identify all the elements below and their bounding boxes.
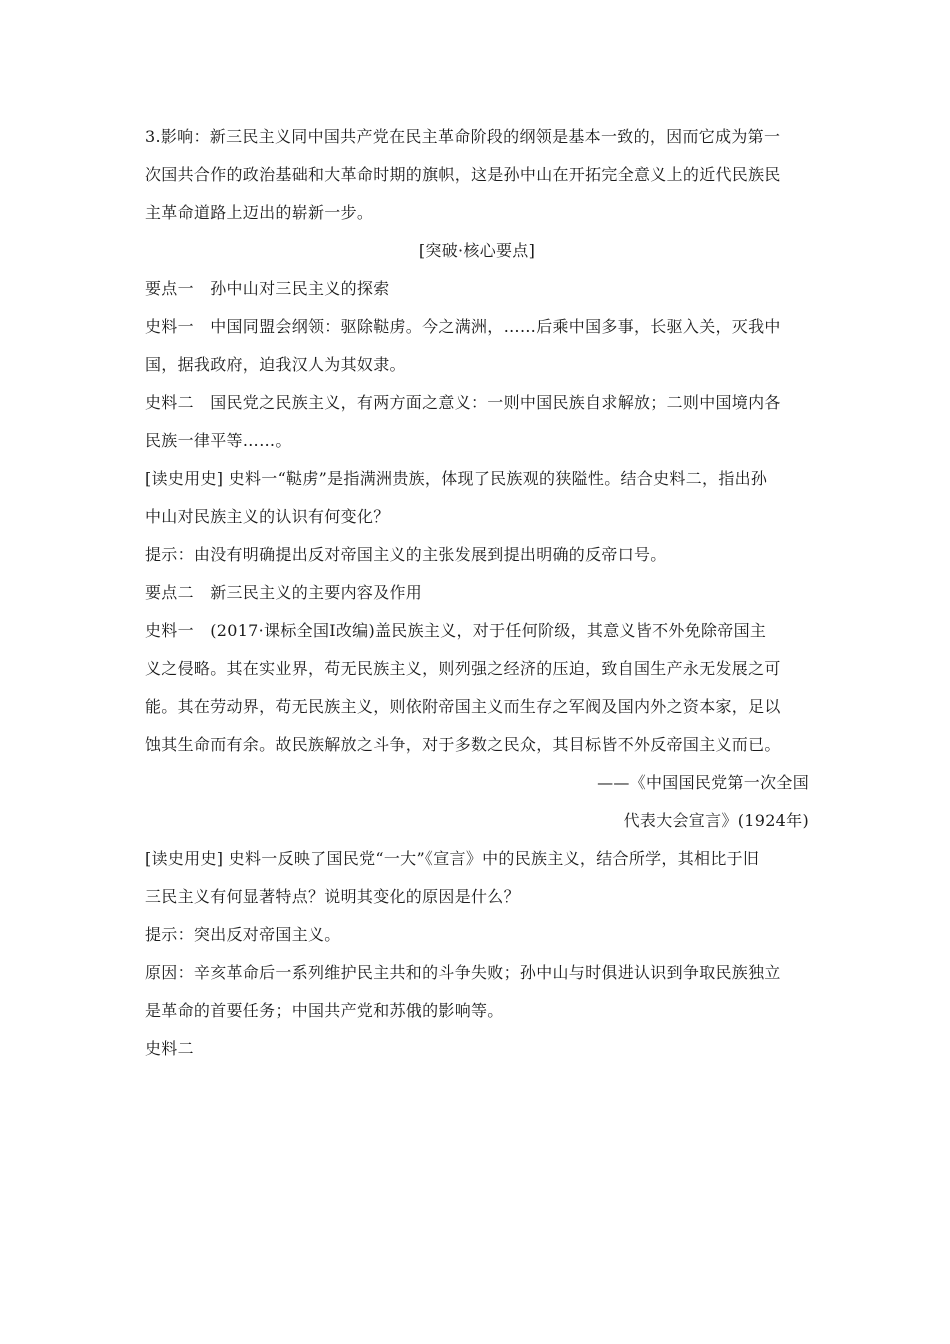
source-1-line-1: 史料一 中国同盟会纲领：驱除鞑虏。今之满洲，……后乘中国多事，长驱入关，灭我中 xyxy=(145,317,781,336)
reason-line-1: 原因：辛亥革命后一系列维护民主共和的斗争失败；孙中山与时俱进认识到争取民族独立 xyxy=(145,963,781,982)
question-2-line-2: 三民主义有何显著特点？说明其变化的原因是什么？ xyxy=(145,887,520,906)
source-2-line-2: 民族一律平等……。 xyxy=(145,431,292,450)
hint-2: 提示：突出反对帝国主义。 xyxy=(145,925,341,944)
reason-line-2: 是革命的首要任务；中国共产党和苏俄的影响等。 xyxy=(145,1001,504,1020)
source-2-line-1: 史料二 国民党之民族主义，有两方面之意义：一则中国民族自求解放；二则中国境内各 xyxy=(145,393,781,412)
question-1-line-1: [读史用史] 史料一“鞑虏”是指满洲贵族，体现了民族观的狭隘性。结合史料二，指出孙 xyxy=(145,469,768,488)
hint-1: 提示：由没有明确提出反对帝国主义的主张发展到提出明确的反帝口号。 xyxy=(145,545,667,564)
section-heading: [突破·核心要点] xyxy=(418,241,536,260)
paragraph-influence-line-2: 次国共合作的政治基础和大革命时期的旗帜，这是孙中山在开拓完全意义上的近代民族民 xyxy=(145,165,781,184)
key-point-1-heading: 要点一 孙中山对三民主义的探索 xyxy=(145,279,390,298)
source-3-line-1: 史料一 (2017·课标全国Ⅰ改编)盖民族主义，对于任何阶级，其意义皆不外免除帝国主 xyxy=(145,621,767,640)
source-3-line-3: 能。其在劳动界，苟无民族主义，则依附帝国主义而生存之军阀及国内外之资本家，足以 xyxy=(145,697,781,716)
source-3-line-4: 蚀其生命而有余。故民族解放之斗争，对于多数之民众，其目标皆不外反帝国主义而已。 xyxy=(145,735,781,754)
paragraph-influence-line-3: 主革命道路上迈出的崭新一步。 xyxy=(145,203,374,222)
key-point-2-heading: 要点二 新三民主义的主要内容及作用 xyxy=(145,583,423,602)
paragraph-influence-line-1: 3.影响：新三民主义同中国共产党在民主革命阶段的纲领是基本一致的，因而它成为第一 xyxy=(145,127,781,146)
citation-line-1: ——《中国国民党第一次全国 xyxy=(597,773,809,792)
citation-line-2: 代表大会宣言》(1924年) xyxy=(623,811,809,830)
source-4-label: 史料二 xyxy=(145,1039,194,1058)
question-2-line-1: [读史用史] 史料一反映了国民党“一大”《宣言》中的民族主义，结合所学，其相比于旧 xyxy=(145,849,760,868)
source-1-line-2: 国，据我政府，迫我汉人为其奴隶。 xyxy=(145,355,406,374)
source-3-line-2: 义之侵略。其在实业界，苟无民族主义，则列强之经济的压迫，致自国生产永无发展之可 xyxy=(145,659,781,678)
question-1-line-2: 中山对民族主义的认识有何变化？ xyxy=(145,507,390,526)
document-page xyxy=(145,118,809,1068)
